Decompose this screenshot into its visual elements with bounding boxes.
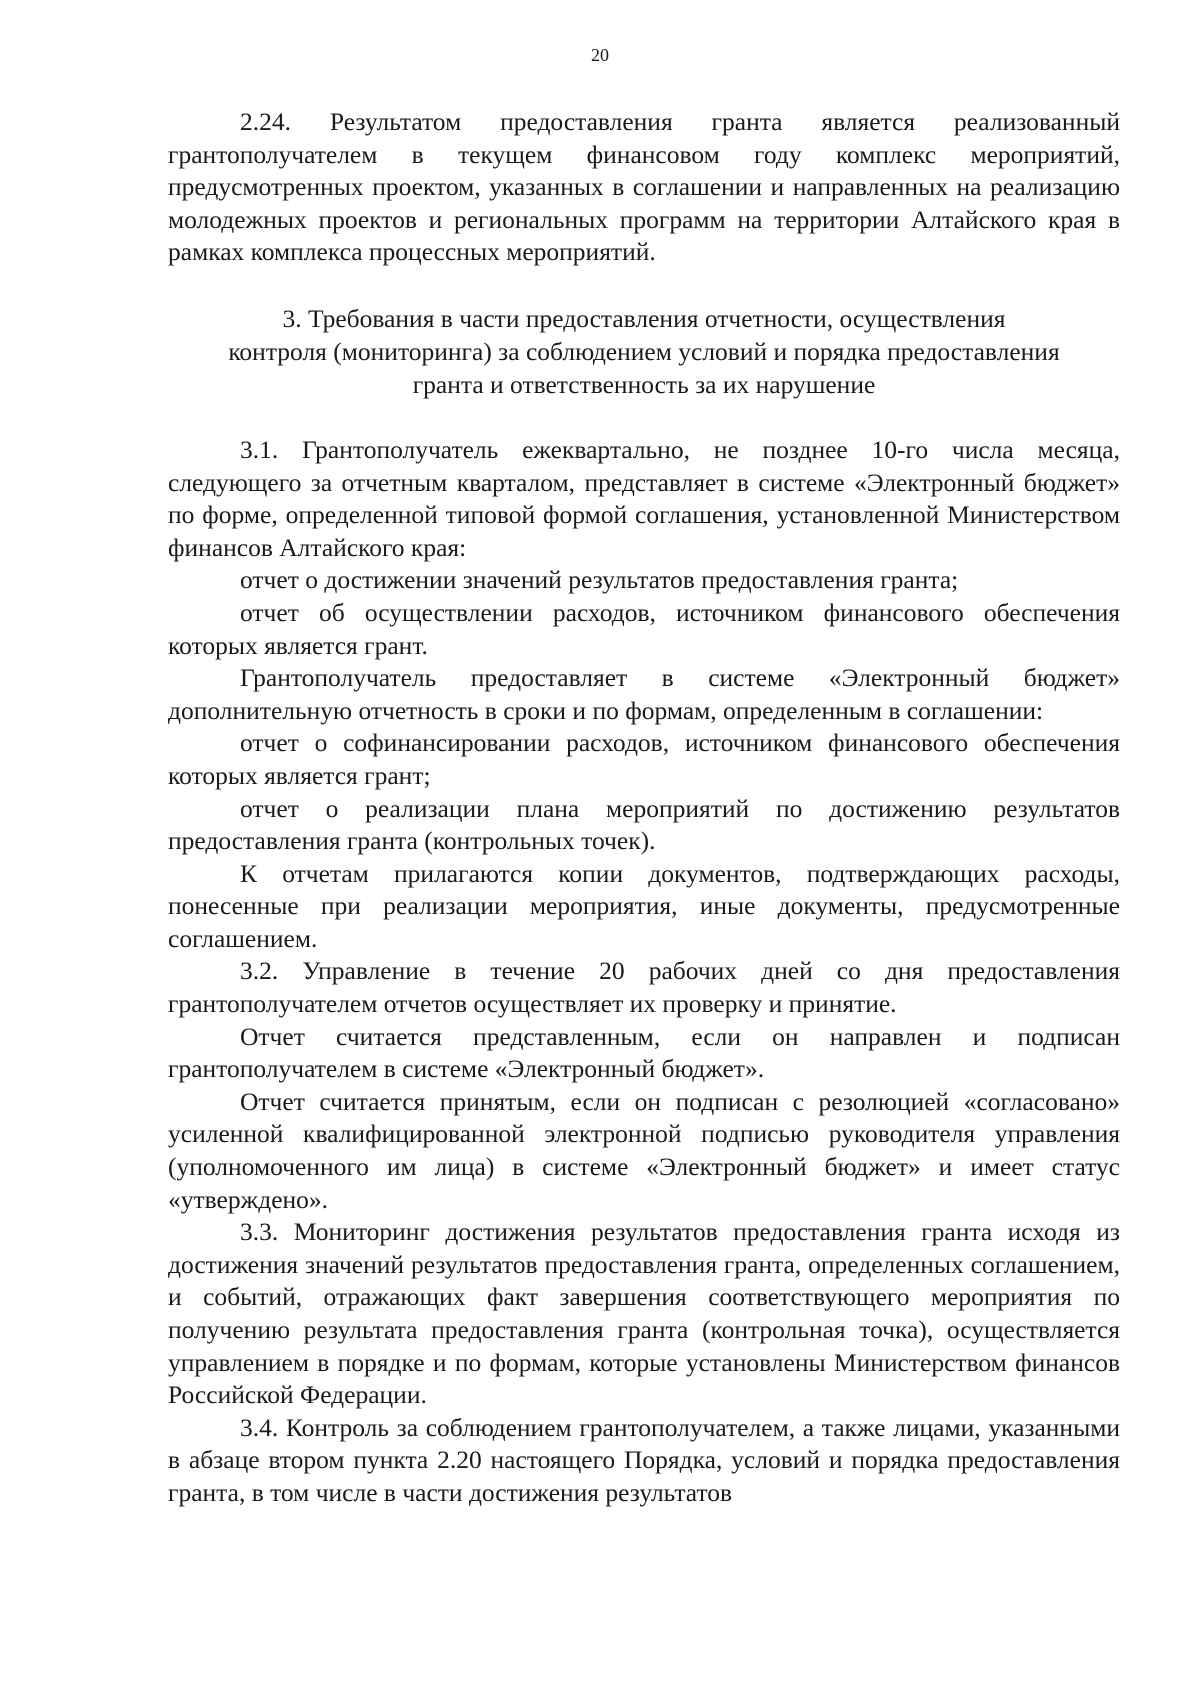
section-heading-line-2: контроля (мониторинга) за соблюдением условий и порядка предоставления bbox=[228, 336, 1060, 366]
paragraph-additional-reporting: Грантополучатель предоставляет в системе «Электронный бюджет» дополнительную отчетность в сроки и по формам, определенным в соглашении: bbox=[168, 663, 1120, 725]
section-3-body bbox=[168, 434, 1120, 1510]
section-heading-line-3: гранта и ответственность за их нарушение bbox=[412, 369, 876, 399]
list-item-report-results: отчет о достижении значений результатов предоставления гранта; bbox=[240, 565, 959, 595]
paragraph-3-1: 3.1. Грантополучатель ежеквартально, не позднее 10-го числа месяца, следующего за отчетным кварталом, представляет в системе «Электронный бюджет» по форме, определенной типовой формой соглашения, установленной Министерством финансов Алтайского края: bbox=[168, 434, 1120, 562]
list-item-report-expenses: отчет об осуществлении расходов, источником финансового обеспечения которых является грант. bbox=[168, 597, 1120, 660]
list-item-report-cofinancing: отчет о софинансировании расходов, источником финансового обеспечения которых является грант; bbox=[168, 728, 1120, 790]
paragraph-3-2: 3.2. Управление в течение 20 рабочих дней со дня предоставления грантополучателем отчетов осуществляет их проверку и принятие. bbox=[168, 956, 1120, 1019]
page-number: 20 bbox=[591, 45, 609, 65]
list-item-report-plan: отчет о реализации плана мероприятий по достижению результатов предоставления гранта (контрольных точек). bbox=[168, 793, 1120, 856]
paragraph-3-3: 3.3. Мониторинг достижения результатов предоставления гранта исходя из достижения значений результатов предоставления гранта, определенных соглашением, и событий, отражающих факт завершения соответствующего мероприятия по получению результата предоставления гранта (контрольная точка), осуществляется управлением в порядке и по формам, которые установлены Министерством финансов Российской Федерации. bbox=[168, 1217, 1120, 1410]
document-body bbox=[168, 106, 1120, 1510]
section-heading bbox=[168, 302, 1120, 401]
section-heading-line-1: 3. Требования в части предоставления отчетности, осуществления bbox=[282, 303, 1006, 333]
paragraph-3-4: 3.4. Контроль за соблюдением грантополучателем, а также лицами, указанными в абзаце втором пункта 2.20 настоящего Порядка, условий и порядка предоставления гранта, в том числе в части достижения результатов bbox=[168, 1412, 1120, 1507]
paragraph-2-24: 2.24. Результатом предоставления гранта является реализованный грантополучателем в текущем финансовом году комплекс мероприятий, предусмотренных проектом, указанных в соглашении и направленных на реализацию молодежных проектов и региональных программ на территории Алтайского края в рамках комплекса процессных мероприятий. bbox=[168, 107, 1120, 267]
paragraph-report-submitted: Отчет считается представленным, если он направлен и подписан грантополучателем в системе «Электронный бюджет». bbox=[168, 1021, 1120, 1084]
paragraph-attachments: К отчетам прилагаются копии документов, подтверждающих расходы, понесенные при реализации мероприятия, иные документы, предусмотренные соглашением. bbox=[168, 858, 1120, 953]
paragraph-report-accepted: Отчет считается принятым, если он подписан с резолюцией «согласовано» усиленной квалифицированной электронной подписью руководителя управления (уполномоченного им лица) в системе «Электронный бюджет» и имеет статус «утверждено». bbox=[168, 1086, 1120, 1214]
